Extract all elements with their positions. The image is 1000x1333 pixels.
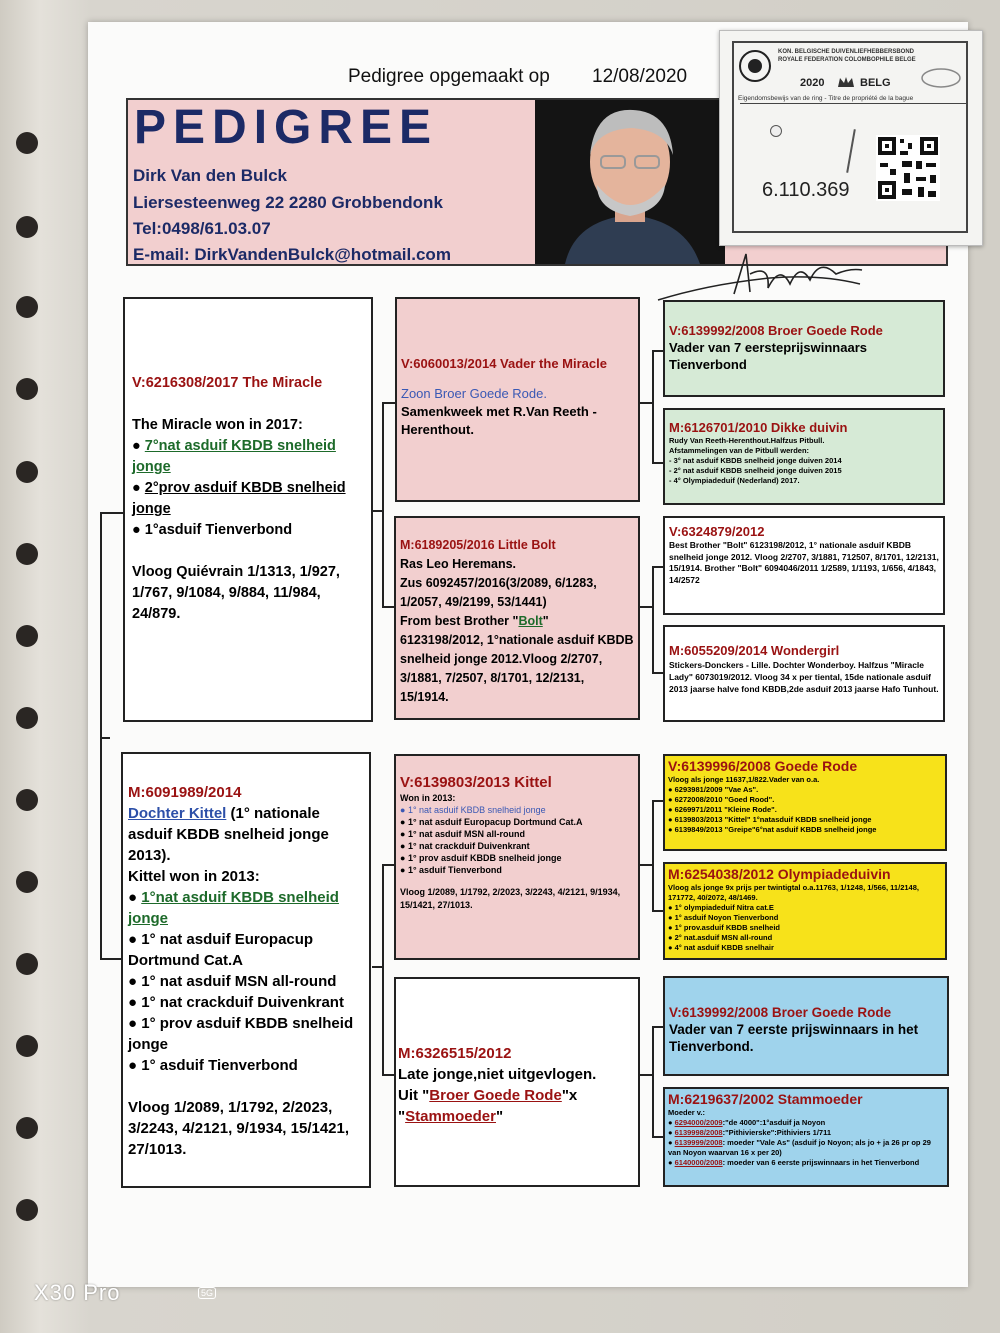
connector — [100, 737, 110, 739]
connector — [382, 402, 384, 608]
punch-hole — [16, 296, 38, 318]
dam-won-title: Kittel won in 2013: — [128, 868, 260, 885]
ggp-box-7 — [663, 976, 949, 1076]
dam-sire-id: V:6139803/2013 Kittel — [400, 774, 552, 791]
connector — [640, 606, 652, 608]
dam-sire-item: ● 1° nat asduif Europacup Dortmund Cat.A — [400, 816, 634, 828]
ggp-2-line: Afstammelingen van de Pitbull werden: — [669, 446, 810, 455]
dam-dam-box — [394, 977, 640, 1187]
portrait-image — [535, 100, 725, 264]
ggp-6-item: ● 2° nat.asduif MSN all-round — [668, 933, 941, 943]
ggp-6-intro: Vloog als jonge 9x prijs per twintigtal o.a.11763, 1/1248, 1/566, 11/2148, 171772, 40/2072, 48/1469. — [668, 883, 919, 902]
punch-hole — [16, 461, 38, 483]
card-line2: ROYALE FEDERATION COLOMBOPHILE BELGE — [778, 57, 916, 63]
ggp-box-3 — [663, 516, 945, 615]
ggp-box-8 — [663, 1087, 949, 1187]
ggp-box-4 — [663, 625, 945, 722]
dam-sire-item: ● 1° nat asduif KBDB snelheid jonge — [400, 804, 634, 816]
camera-5g-badge: 5G — [198, 1287, 216, 1299]
ggp-8-item: ● 6139998/2008:"Pithivierske":Pithiviers 1/711 — [668, 1128, 943, 1138]
breeder-name: Dirk Van den Bulck — [133, 166, 287, 185]
connector — [652, 350, 654, 464]
stammoeder-link[interactable]: Stammoeder — [405, 1108, 496, 1125]
connector — [640, 1074, 652, 1076]
sire-dam-box — [394, 516, 640, 720]
dam-daughter-link[interactable]: Dochter Kittel — [128, 805, 227, 822]
ggp-2-line: - 2° nat asduif KBDB snelheid jonge duiven 2015 — [669, 466, 842, 475]
sire-win-item: ● 1°asduif Tienverbond — [132, 520, 365, 541]
pedigree-date-label: Pedigree opgemaakt op — [348, 66, 550, 87]
sire-dam-line2: Zus 6092457/2016(3/2089, 6/1283, 1/2057, 49/2199, 53/1441) — [400, 576, 597, 609]
punch-hole — [16, 625, 38, 647]
ggp-6-item: ● 1° asduif Noyon Tienverbond — [668, 913, 941, 923]
dam-sire-results: Vloog 1/2089, 1/1792, 2/2023, 3/2243, 4/2121, 9/1934, 15/1421, 27/1013. — [400, 887, 621, 910]
ggp-2-id: M:6126701/2010 Dikke duivin — [669, 420, 848, 435]
connector — [382, 864, 384, 1076]
ring-number: 6.110.369 — [762, 179, 850, 201]
dam-win-item: ● 1° asduif Tienverbond — [128, 1055, 363, 1076]
ggp-2-line: Rudy Van Reeth-Herenthout.Halfzus Pitbull. — [669, 436, 825, 445]
connector — [382, 402, 396, 404]
ggp-box-2 — [663, 408, 945, 505]
dam-win-item: ● 1° nat asduif Europacup Dortmund Cat.A — [128, 929, 363, 971]
connector — [100, 512, 102, 960]
ggp-7-text: Vader van 7 eerste prijswinnaars in het Tienverbond. — [669, 1022, 919, 1054]
punch-hole — [16, 1199, 38, 1221]
connector — [372, 510, 382, 512]
logo-mark-icon — [920, 67, 962, 89]
ggp-5-item: ● 6139849/2013 "Greipe"6°nat asduif KBDB snelheid jonge — [668, 825, 941, 835]
ggp-3-id: V:6324879/2012 — [669, 524, 765, 539]
punch-hole — [16, 1035, 38, 1057]
ggp-2-line: - 4° Olympiadeduif (Nederland) 2017. — [669, 476, 800, 485]
punch-hole — [16, 543, 38, 565]
dam-sire-item: ● 1° prov asduif KBDB snelheid jonge — [400, 852, 634, 864]
dam-sire-item: ● 1° nat crackduif Duivenkrant — [400, 840, 634, 852]
punch-hole — [16, 216, 38, 238]
connector — [652, 1026, 654, 1138]
dam-win-item: ● 1° nat crackduif Duivenkrant — [128, 992, 363, 1013]
connector — [100, 512, 124, 514]
ggp-8-id: M:6219637/2002 Stammoeder — [668, 1091, 863, 1107]
ggp-5-id: V:6139996/2008 Goede Rode — [668, 758, 858, 774]
breeder-email: E-mail: DirkVandenBulck@hotmail.com — [133, 245, 451, 264]
ggp-box-1 — [663, 300, 945, 397]
dam-dam-parents: Uit "Broer Goede Rode"x "Stammoeder" — [398, 1087, 578, 1125]
connector — [652, 566, 654, 674]
ggp-6-item: ● 4° nat asduif KBDB snelhair — [668, 943, 941, 953]
punch-hole — [16, 871, 38, 893]
sire-dam-id: M:6189205/2016 Little Bolt — [400, 538, 556, 552]
ggp-1-text: Vader van 7 eersteprijswinnaars Tienverbond — [669, 340, 867, 372]
dam-results: Vloog 1/2089, 1/1792, 2/2023, 3/2243, 4/2121, 9/1934, 15/1421, 27/1013. — [128, 1099, 350, 1158]
ggp-6-id: M:6254038/2012 Olympiadeduivin — [668, 866, 891, 882]
broer-goede-rode-link[interactable]: Broer Goede Rode — [429, 1087, 562, 1104]
ggp-5-item: ● 6139803/2013 "Kittel" 1°natasduif KBDB snelheid jonge — [668, 815, 941, 825]
sire-id: V:6216308/2017 The Miracle — [132, 375, 323, 391]
ggp-box-6 — [663, 862, 947, 960]
ggp-1-id: V:6139992/2008 Broer Goede Rode — [669, 323, 883, 338]
ggp-2-line: - 3° nat asduif KBDB snelheid jonge duiven 2014 — [669, 456, 842, 465]
sire-box — [123, 297, 373, 722]
ggp-box-5 — [663, 754, 947, 851]
sire-sire-sub: Zoon Broer Goede Rode. — [401, 386, 547, 401]
card-punch-icon — [770, 125, 782, 137]
sire-win-item: ● 7°nat asduif KBDB snelheid jonge — [132, 436, 365, 478]
punch-hole — [16, 132, 38, 154]
connector — [640, 864, 652, 866]
ggp-6-item: ● 1° olympiadeduif Nitra cat.E — [668, 903, 941, 913]
ggp-8-item: ● 6294000/2009:"de 4000":1°asduif ja Noyon — [668, 1118, 943, 1128]
dam-win-item: ● 1°nat asduif KBDB snelheid jonge — [128, 887, 363, 929]
pedigree-date: 12/08/2020 — [592, 66, 688, 87]
card-country: BELG — [860, 77, 891, 89]
card-year: 2020 — [800, 77, 825, 89]
dam-dam-id: M:6326515/2012 — [398, 1045, 512, 1062]
sire-sire-text: Samenkweek met R.Van Reeth - Herenthout. — [401, 404, 597, 437]
ggp-5-item: ● 6272008/2010 "Goed Rood". — [668, 795, 941, 805]
ggp-8-item: ● 6140000/2008: moeder van 6 eerste prijswinnaars in het Tienverbond — [668, 1158, 943, 1168]
ggp-7-id: V:6139992/2008 Broer Goede Rode — [669, 1005, 892, 1020]
dam-sire-box — [394, 754, 640, 960]
dam-id: M:6091989/2014 — [128, 784, 242, 801]
bolt-link[interactable]: Bolt — [518, 614, 543, 628]
dam-description: Dochter Kittel (1° nationale asduif KBDB snelheid jonge 2013). — [128, 805, 329, 864]
dam-win-item: ● 1° nat asduif MSN all-round — [128, 971, 363, 992]
connector — [652, 800, 654, 912]
ggp-5-item: ● 6293981/2009 "Vae As". — [668, 785, 941, 795]
connector — [640, 402, 652, 404]
ggp-4-text: Stickers-Donckers - Lille. Dochter Wonderboy. Halfzus "Miracle Lady" 6073019/2012. Vloog 34 x per tiental, 15de nationale asduif 2013 jaarse halve fond KBDB,2de asduif 2013 jaarse Hafo Tunhout. — [669, 660, 939, 694]
dam-dam-text: Late jonge,niet uitgevlogen. — [398, 1066, 597, 1083]
dam-sire-item: ● 1° nat asduif MSN all-round — [400, 828, 634, 840]
card-owner-label: Eigendomsbewijs van de ring - Titre de propriété de la bague — [738, 95, 914, 102]
qr-code-icon — [876, 135, 940, 201]
card-line1: KON. BELGISCHE DUIVENLIEFHEBBERSBOND — [778, 49, 915, 55]
sire-win-item: ● 2°prov asduif KBDB snelheid jonge — [132, 478, 365, 520]
sire-won-title: The Miracle won in 2017: — [132, 417, 303, 433]
sire-dam-line1: Ras Leo Heremans. — [400, 557, 517, 571]
sire-results: Vloog Quiévrain 1/1313, 1/927, 1/767, 9/1084, 9/884, 11/984, 24/879. — [132, 564, 340, 622]
dam-sire-item: ● 1° asduif Tienverbond — [400, 864, 634, 876]
punch-hole — [16, 953, 38, 975]
camera-watermark: X30 Pro — [34, 1280, 121, 1305]
card-divider — [740, 103, 966, 104]
dam-sire-won: Won in 2013: — [400, 793, 456, 803]
dam-box — [121, 752, 371, 1188]
connector — [372, 966, 382, 968]
punch-hole — [16, 789, 38, 811]
sire-dam-line3: From best Brother "Bolt" 6123198/2012, 1°nationale asduif KBDB snelheid jonge 2012.Vloog 2/2707, 3/1881, 7/2507, 8/1701, 12/2131, 15/1914. — [400, 614, 634, 704]
ggp-8-item: ● 6139999/2008: moeder "Vale As" (asduif jo Noyon; als jo + ja 26 pr op 29 van Noyon waarvan 16 x per 20) — [668, 1138, 943, 1158]
ggp-4-id: M:6055209/2014 Wondergirl — [669, 643, 840, 658]
punch-hole — [16, 1117, 38, 1139]
sire-sire-box — [395, 297, 640, 502]
breeder-photo — [535, 100, 725, 264]
page-title: PEDIGREE — [134, 101, 439, 154]
ggp-6-item: ● 1° prov.asduif KBDB snelheid — [668, 923, 941, 933]
breeder-phone: Tel:0498/61.03.07 — [133, 219, 271, 238]
ring-ownership-card — [719, 30, 983, 246]
punch-hole — [16, 378, 38, 400]
kbdb-seal-icon — [738, 49, 772, 83]
punch-hole — [16, 707, 38, 729]
ggp-3-text: Best Brother "Bolt" 6123198/2012, 1° nationale asduif KBDB snelheid jonge 2012. Vloog 2/2707, 3/1881, 712507, 8/1701, 12/2131, 15/1914. Brother "Bolt" 6094046/2011 1/2589, 1/1193, 1/656, 4/1843, 14/2572 — [669, 540, 939, 585]
dam-win-item: ● 1° prov asduif KBDB snelheid jonge — [128, 1013, 363, 1055]
crown-icon — [836, 75, 856, 89]
ggp-5-item: ● 6269971/2011 "Kleine Rode". — [668, 805, 941, 815]
sire-sire-id: V:6060013/2014 Vader the Miracle — [401, 356, 607, 371]
ggp-5-intro: Vloog als jonge 11637,1/822.Vader van o.a. — [668, 775, 820, 784]
breeder-address: Liersesteenweg 22 2280 Grobbendonk — [133, 193, 443, 212]
ggp-8-intro: Moeder v.: — [668, 1108, 705, 1117]
